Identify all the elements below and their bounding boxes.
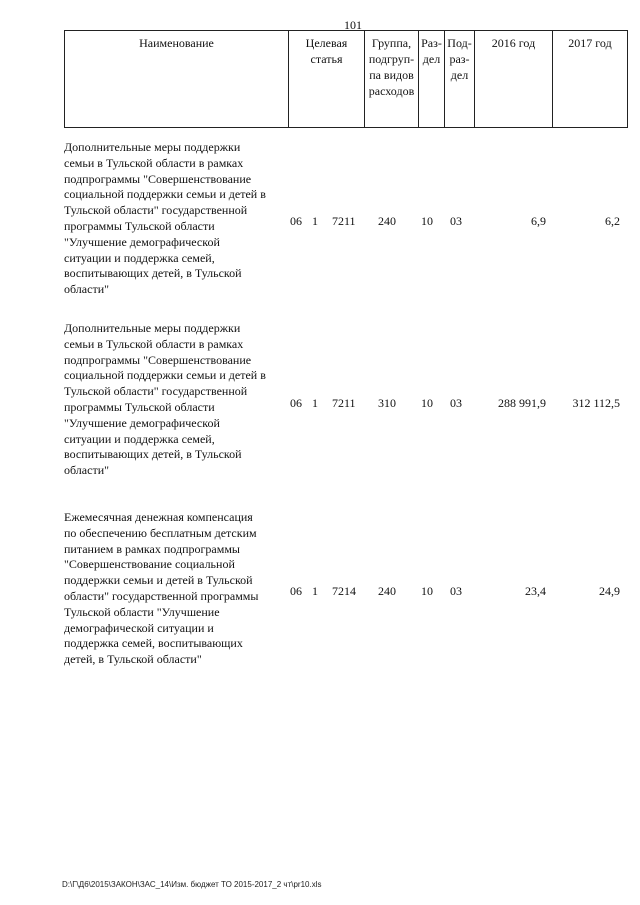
row-subsection: 03 xyxy=(450,214,462,228)
row-article: 7211 xyxy=(332,214,356,228)
row-group: 240 xyxy=(378,584,396,598)
row-name: Дополнительные меры поддержки семьи в Тульской области в рамках подпрограммы "Совершенствование социальной поддержки семьи и детей в Тульской области" государственной программы Тульской области "Улучшение демографической ситуации и поддержка семей, воспитывающих детей, в Тульской области" xyxy=(64,321,266,478)
header-subsection: Под- раз- дел xyxy=(444,31,474,127)
header-name: Наименование xyxy=(139,36,214,50)
header-target-article: Целевая статья xyxy=(288,31,364,127)
table-header xyxy=(64,30,628,128)
header-year-2017: 2017 год xyxy=(552,31,627,127)
row-name: Дополнительные меры поддержки семьи в Тульской области в рамках подпрограммы "Совершенствование социальной поддержки семьи и детей в Тульской области" государственной программы Тульской области "Улучшение демографической ситуации и поддержка семей, воспитывающих детей, в Тульской области" xyxy=(64,140,266,297)
row-article: 7211 xyxy=(332,396,356,410)
row-subprogram: 1 xyxy=(312,584,318,598)
page-number: 101 xyxy=(344,18,362,32)
row-article: 7214 xyxy=(332,584,356,598)
row-subprogram: 1 xyxy=(312,214,318,228)
row-value-2016: 288 991,9 xyxy=(498,396,546,410)
row-section: 10 xyxy=(421,396,433,410)
row-value-2017: 24,9 xyxy=(599,584,620,598)
row-section: 10 xyxy=(421,214,433,228)
footer-file-path: D:\Г\Д6\2015\ЗАКОН\ЗАС_14\Изм. бюджет ТО 2015-2017_2 чт\pr10.xls xyxy=(62,880,322,889)
row-subprogram: 1 xyxy=(312,396,318,410)
header-year-2016: 2016 год xyxy=(474,31,552,127)
row-program: 06 xyxy=(290,214,302,228)
row-section: 10 xyxy=(421,584,433,598)
row-group: 240 xyxy=(378,214,396,228)
row-group: 310 xyxy=(378,396,396,410)
row-subsection: 03 xyxy=(450,584,462,598)
header-group: Группа, подгруп- па видов расходов xyxy=(364,31,418,127)
row-value-2017: 6,2 xyxy=(605,214,620,228)
header-section: Раз- дел xyxy=(418,31,444,127)
row-program: 06 xyxy=(290,396,302,410)
row-value-2016: 23,4 xyxy=(525,584,546,598)
row-program: 06 xyxy=(290,584,302,598)
row-value-2016: 6,9 xyxy=(531,214,546,228)
row-name: Ежемесячная денежная компенсация по обеспечению бесплатным детским питанием в рамках подпрограммы "Совершенствование социальной поддержки семьи и детей в Тульской области" государственной программы Тульской области "Улучшение демографической ситуации и поддержка семей, воспитывающих детей, в Тульской области" xyxy=(64,510,259,667)
row-value-2017: 312 112,5 xyxy=(572,396,620,410)
row-subsection: 03 xyxy=(450,396,462,410)
